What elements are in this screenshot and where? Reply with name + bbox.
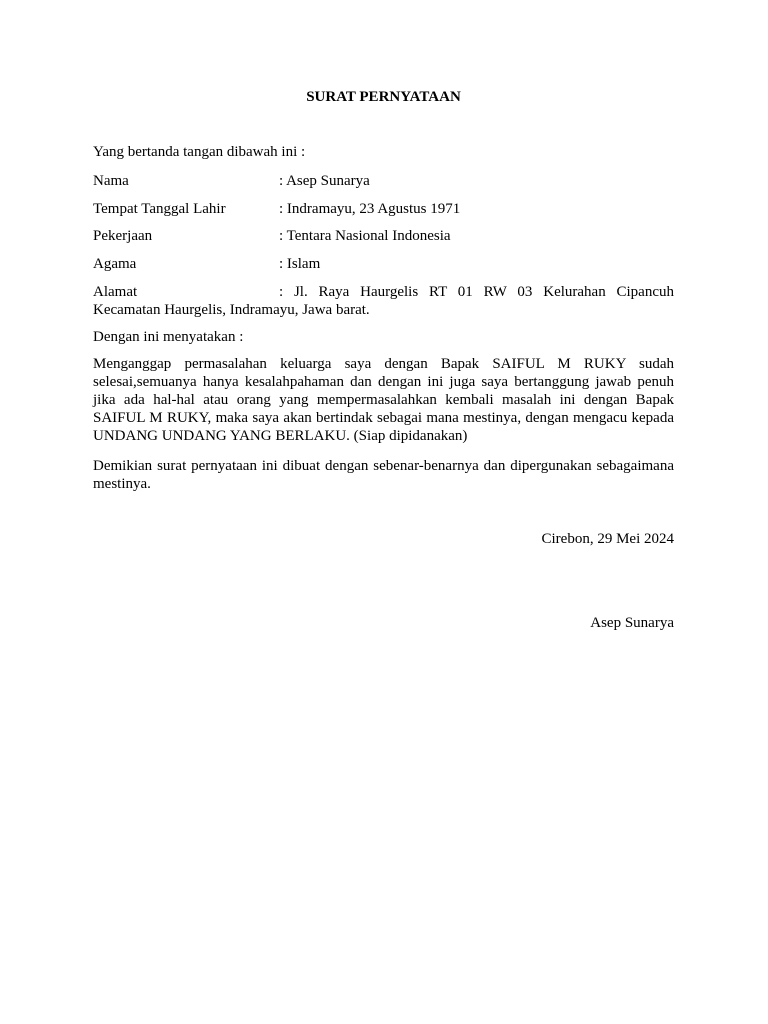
- field-value: : Islam: [279, 256, 321, 272]
- declaration-label: Dengan ini menyatakan :: [93, 329, 244, 345]
- field-label: Nama: [93, 173, 129, 189]
- signatory-name: Asep Sunarya: [590, 615, 674, 631]
- intro-text: Yang bertanda tangan dibawah ini :: [93, 144, 306, 160]
- field-alamat: [93, 283, 674, 319]
- field-value: : Tentara Nasional Indonesia: [279, 228, 451, 244]
- place-date: Cirebon, 29 Mei 2024: [541, 531, 674, 547]
- field-value: : Jl. Raya Haurgelis RT 01 RW 03 Kelurahan Cipancuh Kecamatan Haurgelis, Indramayu, Jawa barat.: [93, 284, 674, 318]
- field-value: : Indramayu, 23 Agustus 1971: [279, 201, 461, 217]
- field-label: Agama: [93, 256, 137, 272]
- field-value: : Asep Sunarya: [279, 173, 370, 189]
- field-nama: [93, 172, 674, 190]
- field-pekerjaan: [93, 227, 674, 245]
- field-agama: [93, 255, 674, 273]
- field-label: Pekerjaan: [93, 228, 153, 244]
- field-label: Alamat: [93, 284, 138, 300]
- closing-paragraph: Demikian surat pernyataan ini dibuat dengan sebenar-benarnya dan dipergunakan sebagaimana mestinya.: [93, 458, 674, 492]
- document-title: SURAT PERNYATAAN: [306, 89, 461, 105]
- field-tempat-tanggal-lahir: [93, 200, 674, 218]
- document-page: [93, 0, 674, 1024]
- statement-paragraph: Menganggap permasalahan keluarga saya dengan Bapak SAIFUL M RUKY sudah selesai,semuanya hanya kesalahpahaman dan dengan ini juga saya bertanggung jawab penuh jika ada hal-hal atau orang yang mempermasalahkan kembali masalah ini dengan Bapak SAIFUL M RUKY, maka saya akan bertindak sebagai mana mestinya, dengan mengacu kepada UNDANG UNDANG YANG BERLAKU. (Siap dipidanakan): [93, 356, 674, 444]
- field-label: Tempat Tanggal Lahir: [93, 201, 226, 217]
